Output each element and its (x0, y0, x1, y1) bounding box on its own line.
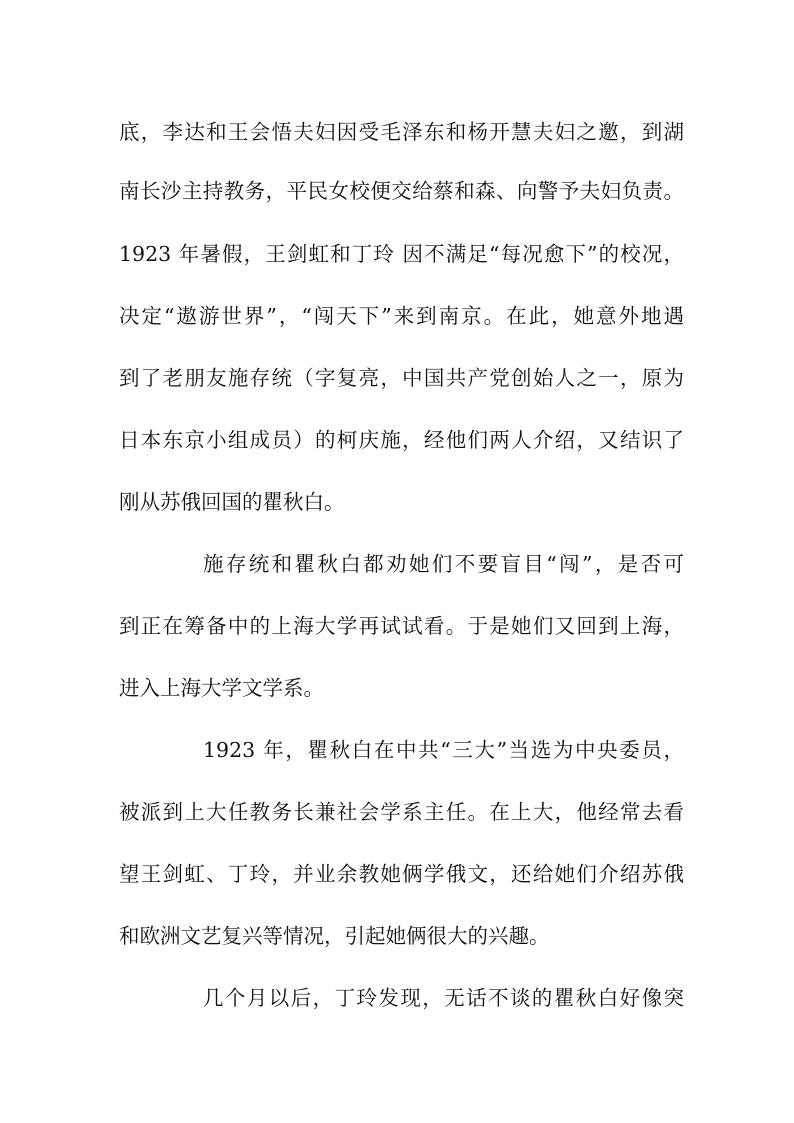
text-line: 日本东京小组成员）的柯庆施，经他们两人介绍，又结识了 (119, 428, 684, 452)
paragraph-first-line: 1923 年，瞿秋白在中共“三大”当选为中央委员， (203, 738, 684, 762)
text-line: 被派到上大任教务长兼社会学系主任。在上大，他经常去看 (119, 800, 684, 824)
text-line: 南长沙主持教务，平民女校便交给蔡和森、向警予夫妇负责。 (119, 179, 684, 203)
paragraph-first-line: 施存统和瞿秋白都劝她们不要盲目“闯”，是否可 (203, 552, 684, 576)
text-line: 底，李达和王会悟夫妇因受毛泽东和杨开慧夫妇之邀，到湖 (119, 120, 684, 144)
text-line: 进入上海大学文学系。 (119, 676, 324, 700)
text-line: 到了老朋友施存统（字复亮，中国共产党创始人之一，原为 (119, 366, 684, 390)
text-line: 刚从苏俄回国的瞿秋白。 (119, 490, 345, 514)
paragraph-first-line: 几个月以后，丁玲发现，无话不谈的瞿秋白好像突 (203, 986, 684, 1010)
text-line: 到正在筹备中的上海大学再试试看。于是她们又回到上海， (119, 614, 684, 638)
text-line: 和欧洲文艺复兴等情况，引起她俩很大的兴趣。 (119, 924, 550, 948)
text-line: 望王剑虹、丁玲，并业余教她俩学俄文，还给她们介绍苏俄 (119, 862, 684, 886)
text-line: 1923 年暑假，王剑虹和丁玲 因不满足“每况愈下”的校况， (119, 242, 684, 266)
text-line: 决定“遨游世界”，“闯天下”来到南京。在此，她意外地遇 (119, 304, 684, 328)
